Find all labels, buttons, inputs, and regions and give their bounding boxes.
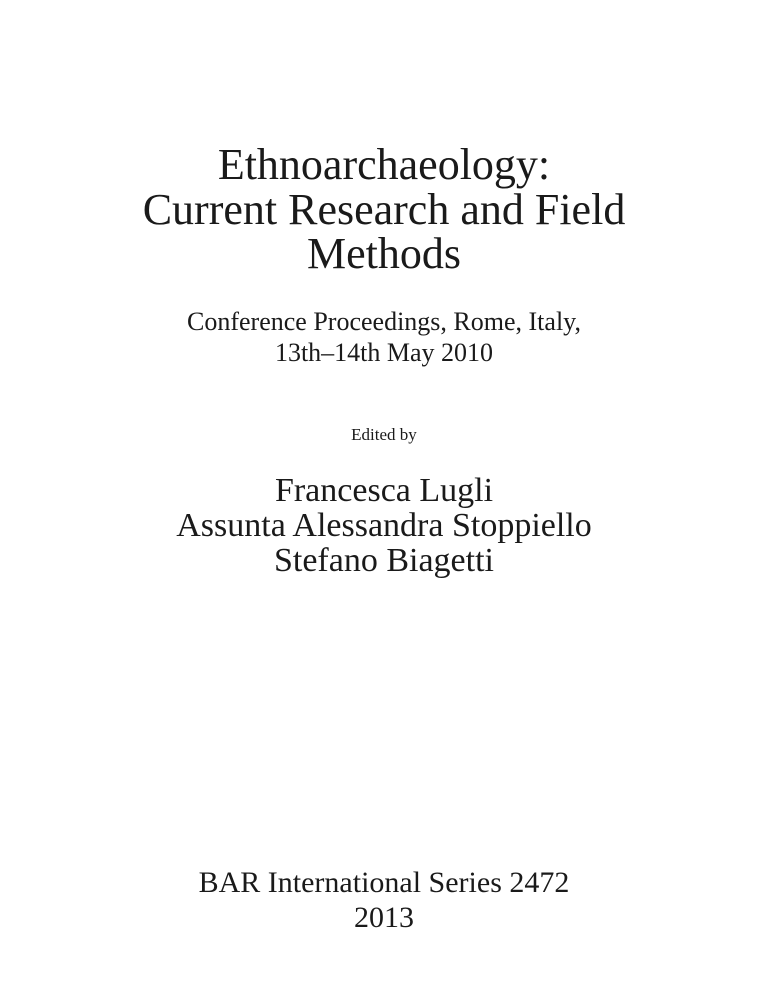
editor-name: Francesca Lugli bbox=[274, 472, 494, 509]
subtitle-line-1: Conference Proceedings, Rome, Italy, bbox=[187, 307, 581, 336]
book-title-line-1: Ethnoarchaeology: bbox=[217, 140, 551, 189]
book-title-line-3: Methods bbox=[307, 229, 461, 278]
editor-name: Stefano Biagetti bbox=[273, 542, 494, 579]
subtitle-line-2: 13th–14th May 2010 bbox=[274, 338, 494, 367]
edited-by-label: Edited by bbox=[351, 425, 417, 444]
series-name: BAR International Series 2472 bbox=[198, 866, 570, 899]
publication-year: 2013 bbox=[354, 901, 414, 934]
editor-name: Assunta Alessandra Stoppiello bbox=[176, 507, 592, 544]
book-title-line-2: Current Research and Field bbox=[142, 185, 626, 234]
